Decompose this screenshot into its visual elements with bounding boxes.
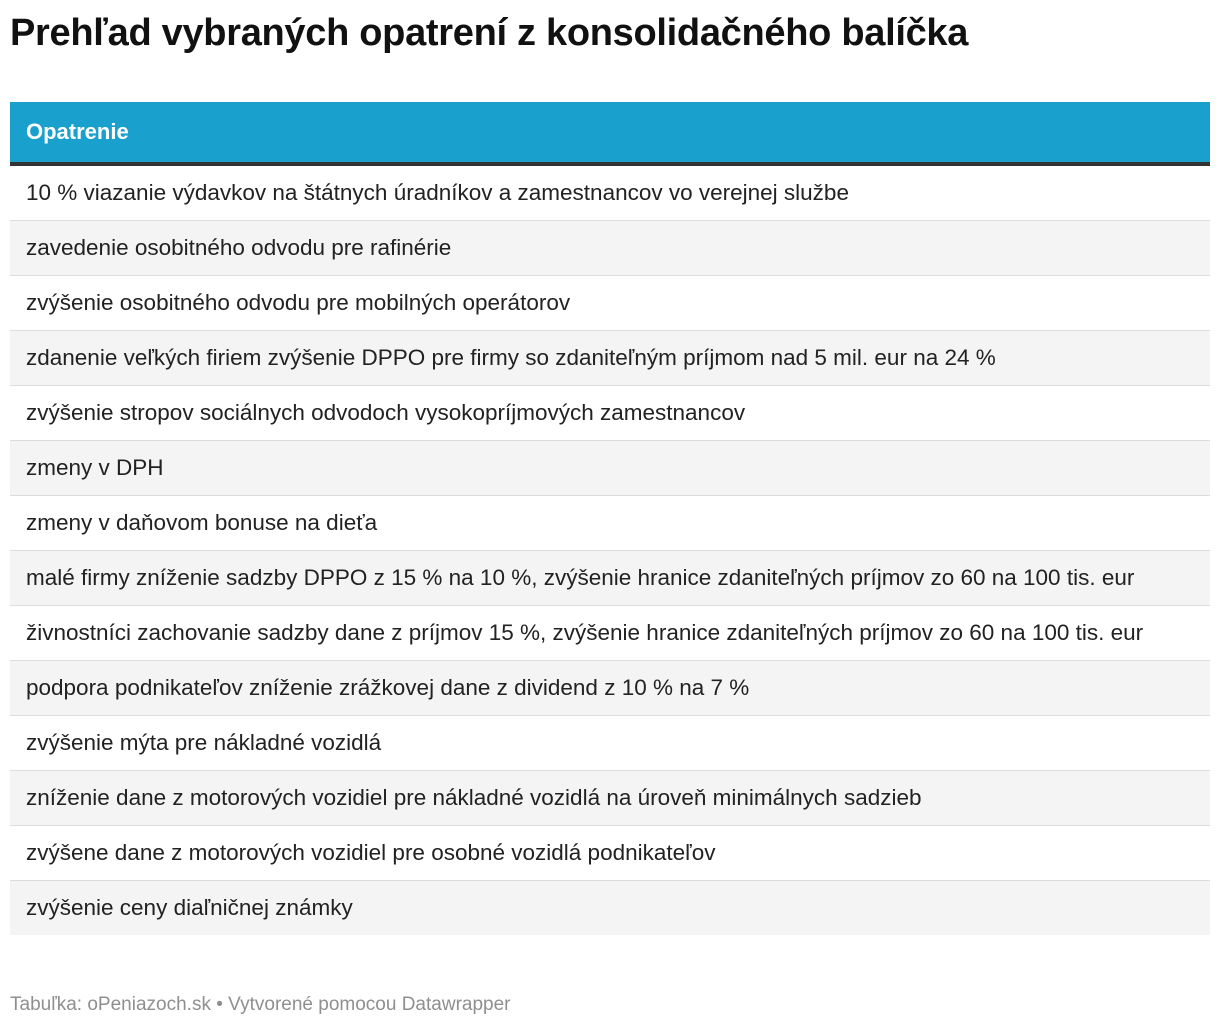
table-row: zvýšenie ceny diaľničnej známky: [10, 881, 1210, 935]
table-row: zmeny v daňovom bonuse na dieťa: [10, 496, 1210, 551]
measures-table: [10, 102, 1210, 935]
table-row: zvýšene dane z motorových vozidiel pre osobné vozidlá podnikateľov: [10, 826, 1210, 881]
source-credit: Tabuľka: oPeniazoch.sk • Vytvorené pomocou Datawrapper: [10, 994, 511, 1015]
table-row: zníženie dane z motorových vozidiel pre nákladné vozidlá na úroveň minimálnych sadzieb: [10, 771, 1210, 826]
table-row: živnostníci zachovanie sadzby dane z príjmov 15 %, zvýšenie hranice zdaniteľných príjmov zo 60 na 100 tis. eur: [10, 606, 1210, 661]
table-row: zmeny v DPH: [10, 441, 1210, 496]
table-row: zvýšenie stropov sociálnych odvodoch vysokopríjmových zamestnancov: [10, 386, 1210, 441]
table-header: [10, 102, 1210, 166]
table-row: zavedenie osobitného odvodu pre rafinérie: [10, 221, 1210, 276]
column-header-opatrenie: Opatrenie: [26, 119, 129, 144]
table-row: 10 % viazanie výdavkov na štátnych úradníkov a zamestnancov vo verejnej službe: [10, 166, 1210, 221]
table-row: malé firmy zníženie sadzby DPPO z 15 % na 10 %, zvýšenie hranice zdaniteľných príjmov zo 60 na 100 tis. eur: [10, 551, 1210, 606]
table-row: podpora podnikateľov zníženie zrážkovej dane z dividend z 10 % na 7 %: [10, 661, 1210, 716]
table-body: [10, 166, 1210, 935]
table-row: zdanenie veľkých firiem zvýšenie DPPO pre firmy so zdaniteľným príjmom nad 5 mil. eur na 24 %: [10, 331, 1210, 386]
table-row: zvýšenie mýta pre nákladné vozidlá: [10, 716, 1210, 771]
page-title: Prehľad vybraných opatrení z konsolidačného balíčka: [10, 12, 969, 54]
table-row: zvýšenie osobitného odvodu pre mobilných operátorov: [10, 276, 1210, 331]
